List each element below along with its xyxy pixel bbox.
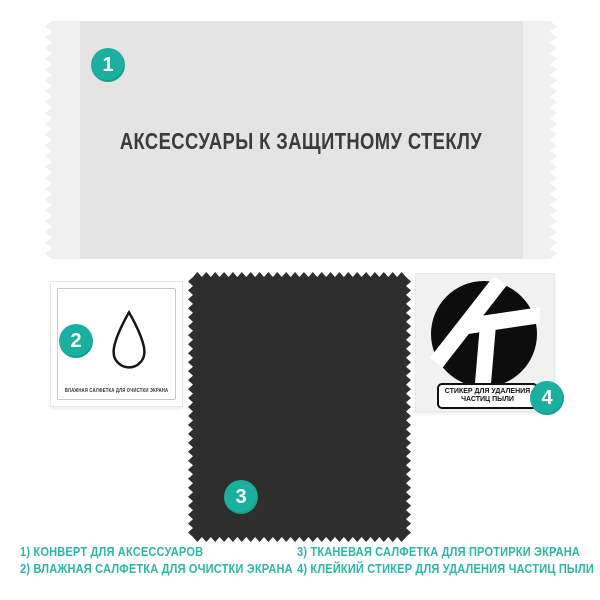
legend-item-4: 4) КЛЕЙКИЙ СТИКЕР ДЛЯ УДАЛЕНИЯ ЧАСТИЦ ПЫЛИ <box>297 561 594 576</box>
sticker-label-line2: ЧАСТИЦ ПЫЛИ <box>461 396 514 403</box>
cloth-zigzag-shape <box>188 272 411 542</box>
legend-item-2: 2) ВЛАЖНАЯ САЛФЕТКА ДЛЯ ОЧИСТКИ ЭКРАНА <box>20 561 293 576</box>
sticker-label <box>437 383 538 409</box>
k-logo-icon <box>428 278 540 390</box>
sticker-label-line1: СТИКЕР ДЛЯ УДАЛЕНИЯ <box>444 387 531 395</box>
water-drop-icon <box>107 310 151 372</box>
callout-badge-3: 3 <box>224 480 258 514</box>
legend-item-1: 1) КОНВЕРТ ДЛЯ АКСЕССУАРОВ <box>20 544 204 559</box>
callout-badge-4: 4 <box>530 381 564 415</box>
legend-right-column <box>297 543 600 577</box>
wet-wipe-caption: ВЛАЖНАЯ САЛФЕТКА ДЛЯ ОЧИСТКИ ЭКРАНА <box>64 388 169 394</box>
microfiber-cloth <box>188 272 411 542</box>
legend-item-3: 3) ТКАНЕВАЯ САЛФЕТКА ДЛЯ ПРОТИРКИ ЭКРАНА <box>297 544 581 559</box>
legend-left-column <box>20 543 341 577</box>
callout-badge-2: 2 <box>59 324 93 358</box>
callout-badge-1: 1 <box>91 48 125 82</box>
envelope-title: АКСЕССУАРЫ К ЗАЩИТНОМУ СТЕКЛУ <box>119 127 483 154</box>
